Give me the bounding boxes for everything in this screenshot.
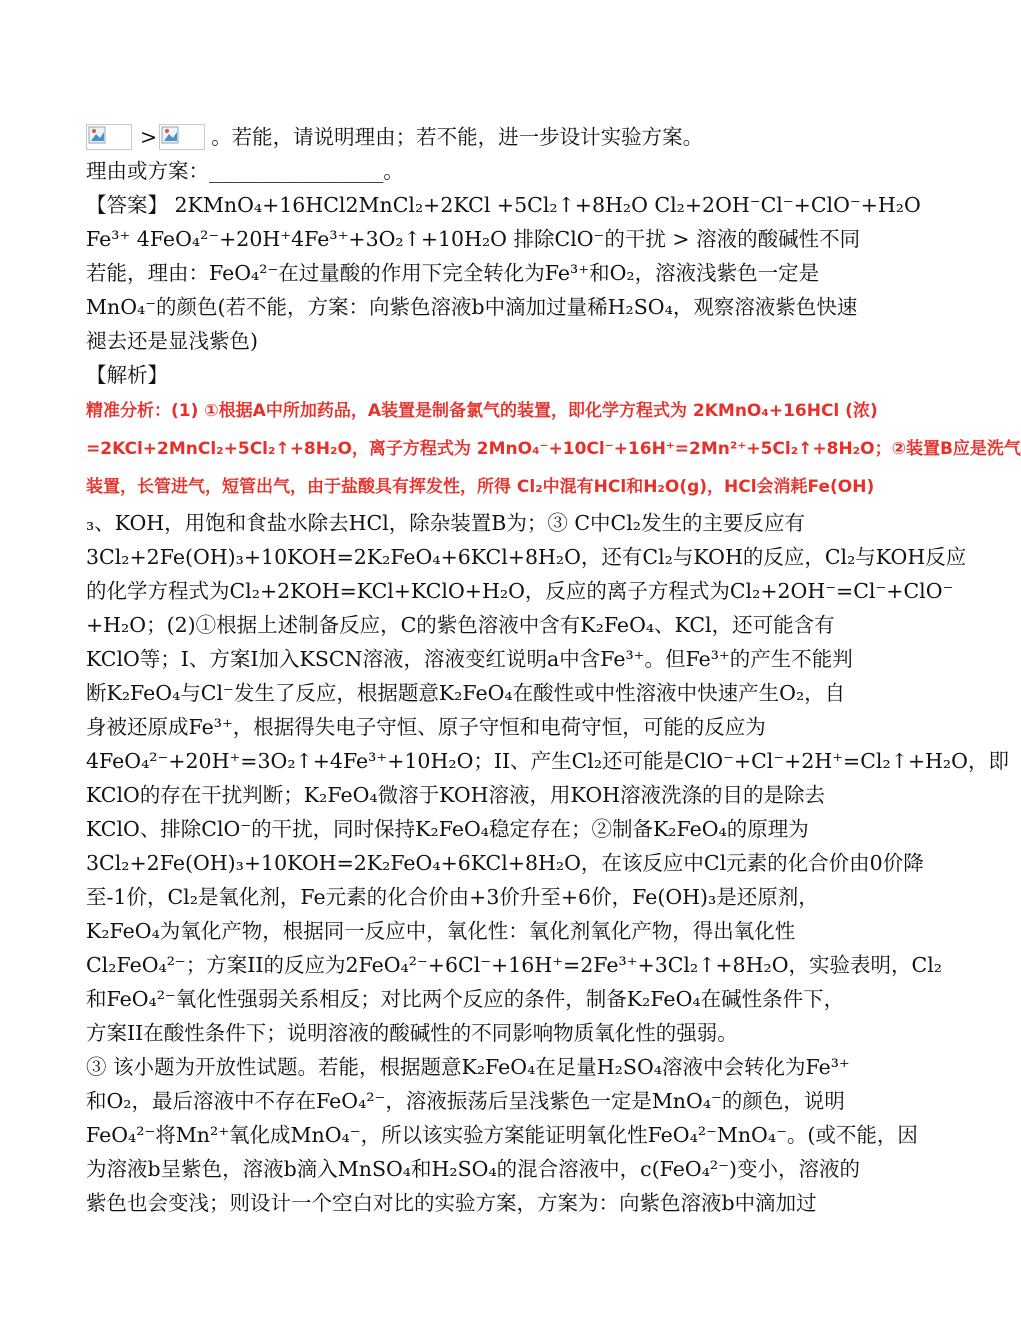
answer-line-1: 【答案】 2KMnO₄+16HCl2MnCl₂+2KCl +5Cl₂↑+8H₂O Cl₂+2OH⁻Cl⁻+ClO⁻+H₂O [86,193,921,217]
precise-analysis-line-1: 精准分析：(1) ①根据A中所加药品，A装置是制备氯气的装置，即化学方程式为 2KMnO₄+16HCl (浓) [86,401,878,421]
analysis-line: KClO等；I、方案I加入KSCN溶液，溶液变红说明a中含Fe³⁺。但Fe³⁺的产生不能判 [86,647,853,671]
greater-than-sign: > [140,125,158,149]
analysis-line: 4FeO₄²⁻+20H⁺=3O₂↑+4Fe³⁺+10H₂O；II、产生Cl₂还可能是ClO⁻+Cl⁻+2H⁺=Cl₂↑+H₂O，即 [86,749,1009,773]
analysis-line: 3Cl₂+2Fe(OH)₃+10KOH=2K₂FeO₄+6KCl+8H₂O，还有Cl₂与KOH的反应，Cl₂与KOH反应 [86,545,967,569]
answer-line-3: 若能，理由：FeO₄²⁻在过量酸的作用下完全转化为Fe³⁺和O₂，溶液浅紫色一定是 [86,261,820,285]
answer-line-2: Fe³⁺ 4FeO₄²⁻+20H⁺4Fe³⁺+3O₂↑+10H₂O 排除ClO⁻的干扰 > 溶液的酸碱性不同 [86,227,861,251]
broken-image-icon [159,124,205,150]
broken-image-icon [86,124,132,150]
analysis-heading: 【解析】 [86,363,168,387]
analysis-line: 和FeO₄²⁻氧化性强弱关系相反；对比两个反应的条件，制备K₂FeO₄在碱性条件下， [86,987,845,1011]
analysis-line: +H₂O；(2)①根据上述制备反应，C的紫色溶液中含有K₂FeO₄、KCl，还可能含有 [86,613,835,637]
analysis-line: FeO₄²⁻将Mn²⁺氧化成MnO₄⁻，所以该实验方案能证明氧化性FeO₄²⁻MnO₄⁻。(或不能，因 [86,1123,918,1147]
analysis-line: 方案II在酸性条件下；说明溶液的酸碱性的不同影响物质氧化性的强弱。 [86,1021,738,1045]
answer-line-5: 褪去还是显浅紫色) [86,329,258,353]
analysis-line: 和O₂，最后溶液中不存在FeO₄²⁻，溶液振荡后呈浅紫色一定是MnO₄⁻的颜色，说明 [86,1089,845,1113]
analysis-line: 紫色也会变浅；则设计一个空白对比的实验方案，方案为：向紫色溶液b中滴加过 [86,1191,817,1215]
analysis-line: 的化学方程式为Cl₂+2KOH=KCl+KClO+H₂O，反应的离子方程式为Cl₂+2OH⁻=Cl⁻+ClO⁻ [86,579,954,603]
document-page [86,120,1021,1220]
precise-analysis-line-2: =2KCl+2MnCl₂+5Cl₂↑+8H₂O，离子方程式为 2MnO₄⁻+10Cl⁻+16H⁺=2Mn²⁺+5Cl₂↑+8H₂O；②装置B应是洗气 [86,439,1021,459]
analysis-line: 身被还原成Fe³⁺，根据得失电子守恒、原子守恒和电荷守恒，可能的反应为 [86,715,766,739]
analysis-line: 至-1价，Cl₂是氧化剂，Fe元素的化合价由+3价升至+6价，Fe(OH)₃是还原剂， [86,885,819,909]
analysis-line: 3Cl₂+2Fe(OH)₃+10KOH=2K₂FeO₄+6KCl+8H₂O，在该反应中Cl元素的化合价由0价降 [86,851,924,875]
precise-analysis-line-3: 装置，长管进气，短管出气，由于盐酸具有挥发性，所得 Cl₂中混有HCl和H₂O(g)，HCl会消耗Fe(OH) [86,477,875,497]
answer-blank-line: 理由或方案：_________________。 [86,159,404,183]
analysis-line: 断K₂FeO₄与Cl⁻发生了反应，根据题意K₂FeO₄在酸性或中性溶液中快速产生O₂，自 [86,681,846,705]
analysis-line: K₂FeO₄为氧化产物，根据同一反应中，氧化性：氧化剂氧化产物，得出氧化性 [86,919,796,943]
analysis-line: KClO、排除ClO⁻的干扰，同时保持K₂FeO₄稳定存在；②制备K₂FeO₄的原理为 [86,817,809,841]
question-line-1 [86,120,876,154]
analysis-line: KClO的存在干扰判断；K₂FeO₄微溶于KOH溶液，用KOH溶液洗涤的目的是除去 [86,783,825,807]
analysis-line: ③ 该小题为开放性试题。若能，根据题意K₂FeO₄在足量H₂SO₄溶液中会转化为Fe³⁺ [86,1055,850,1079]
analysis-line: ₃、KOH，用饱和食盐水除去HCl，除杂装置B为；③ C中Cl₂发生的主要反应有 [86,511,806,535]
analysis-line: Cl₂FeO₄²⁻；方案II的反应为2FeO₄²⁻+6Cl⁻+16H⁺=2Fe³⁺+3Cl₂↑+8H₂O，实验表明，Cl₂ [86,953,942,977]
analysis-line: 为溶液b呈紫色，溶液b滴入MnSO₄和H₂SO₄的混合溶液中，c(FeO₄²⁻)变小，溶液的 [86,1157,860,1181]
question-text: 。若能，请说明理由；若不能，进一步设计实验方案。 [211,125,704,149]
answer-line-4: MnO₄⁻的颜色(若不能，方案：向紫色溶液b中滴加过量稀H₂SO₄，观察溶液紫色快速 [86,295,858,319]
